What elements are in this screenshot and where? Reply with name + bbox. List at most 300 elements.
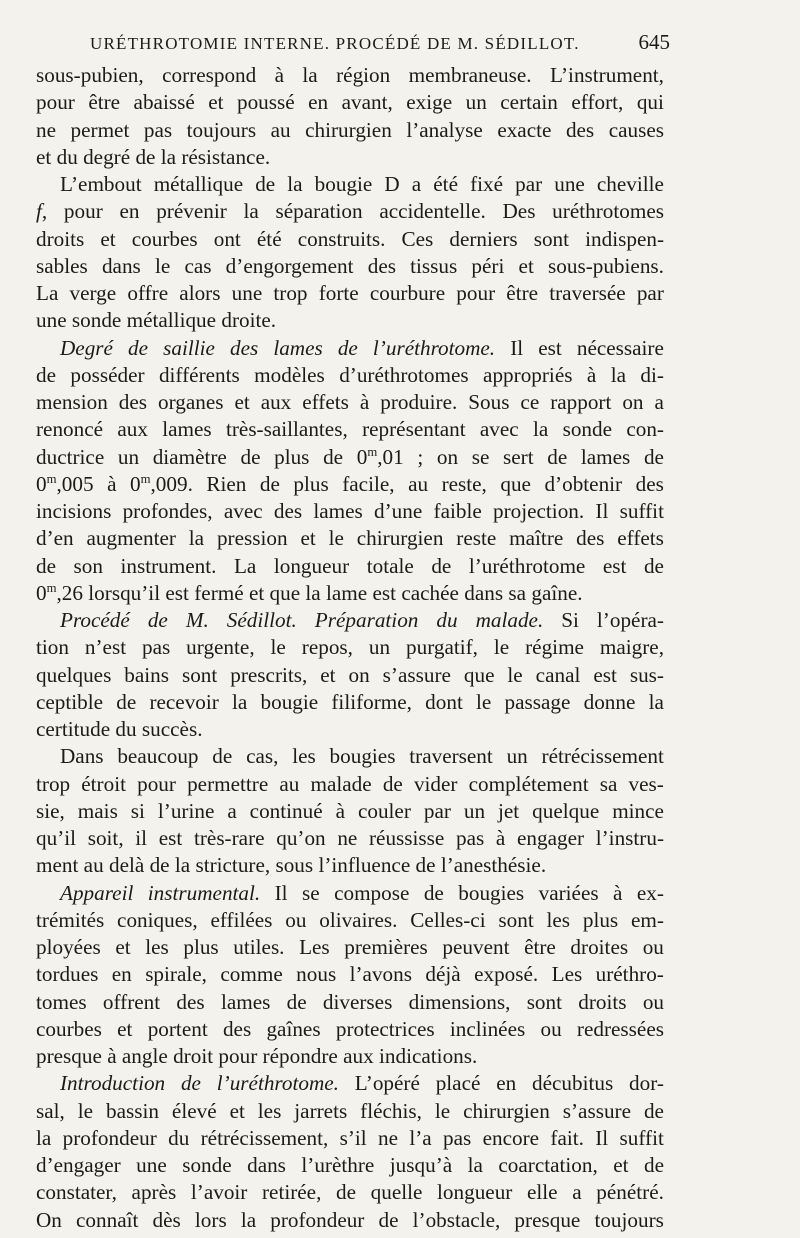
text: et [300,526,316,551]
word [369,634,390,661]
text-line [36,580,664,607]
text: de [286,989,307,1014]
word [88,89,120,116]
text: profondes, [122,499,213,523]
text: profondeur [270,1207,365,1232]
text: la [305,580,321,605]
word [124,662,169,689]
text: dans [464,580,504,605]
word [587,362,596,389]
word [505,689,571,716]
text: a [411,172,422,196]
word [210,907,272,934]
running-header [90,30,670,55]
text: région [336,63,391,87]
word [271,117,291,144]
text-line [36,198,664,225]
text: ployées [36,935,101,959]
text: une [554,172,585,196]
text: comme [220,962,283,987]
text: gaînes [266,1016,321,1041]
text: un [506,744,528,769]
text: Les [551,962,583,987]
text-line [36,553,664,580]
word [36,198,47,225]
text: pas [443,1125,472,1150]
word [417,444,423,471]
text: plus [293,471,329,496]
italic-text: de [337,335,358,360]
text: la [160,144,177,169]
word [337,825,357,852]
word [194,825,265,852]
text: sonde [562,417,613,442]
text: droite. [221,308,277,333]
text: plus [582,907,619,932]
word [476,689,491,716]
text: ne [36,117,56,142]
text-line [36,607,664,634]
word [370,280,445,307]
word [36,553,56,580]
word [191,1179,247,1206]
italic-text: Sédillot. [226,608,297,632]
word [584,689,636,716]
text: sous [275,853,314,878]
word [603,553,627,580]
text: de [259,471,280,496]
word [270,580,306,607]
text: au [279,771,300,796]
word [165,580,194,607]
word [36,662,111,689]
word [622,389,643,416]
text: gaîne. [531,580,583,605]
word [292,743,316,770]
text: tissus [410,253,458,278]
word [542,743,664,770]
word [274,553,349,580]
word [36,253,88,280]
text: de [323,444,344,469]
word [596,825,664,852]
word [343,1043,379,1070]
text: Il [274,880,288,905]
text: derniers [449,226,518,251]
text: des [635,471,664,496]
word [276,825,325,852]
word [498,798,519,825]
text: complétement [468,771,589,796]
text: au [83,853,104,878]
word [612,798,664,825]
text: et [36,144,52,169]
text: diverses [322,989,393,1014]
text: sonde [182,1153,232,1177]
text: la [302,63,318,87]
text: le [328,526,344,551]
text-line [36,934,664,961]
word [224,498,263,525]
text: son [73,553,103,578]
text: dont [425,689,463,714]
text: a [572,1180,582,1205]
text: diamètre [152,444,227,469]
word [517,825,584,852]
word [408,471,428,498]
word [127,307,222,334]
text: em- [630,907,664,932]
word [441,852,546,879]
word [305,580,326,607]
text: d’obtenir [544,471,623,496]
word [36,389,108,416]
text: mension [36,390,108,414]
word [145,934,169,961]
text: différents [158,362,240,387]
word [163,335,215,362]
text: le [270,635,286,660]
text: ,01 [377,444,404,469]
text: la [188,526,205,551]
word [493,498,584,525]
word [36,280,58,307]
text: à [335,798,345,823]
word [214,226,241,253]
text: construits. [297,226,386,251]
word [339,362,468,389]
text: verge [69,281,117,305]
word [273,335,322,362]
text: ont [213,226,241,251]
word [36,825,76,852]
word [220,961,282,988]
italic-text: des [229,335,259,360]
word [115,934,130,961]
word [212,743,232,770]
word [36,362,56,389]
text-line [36,1098,664,1125]
text: profondeur [62,1125,157,1150]
superscript: m [367,444,378,459]
word [36,1016,102,1043]
word [437,444,458,471]
text: suffit [619,499,664,523]
word [258,1098,282,1125]
word [176,989,204,1016]
text: d’une [374,499,423,523]
word [498,907,533,934]
word [500,471,531,498]
text: et [208,90,224,115]
word [266,1016,320,1043]
text: maigre, [599,635,664,660]
word [36,989,87,1016]
text: indications. [379,1044,478,1068]
word [497,117,551,144]
text: un [465,90,487,115]
word [60,171,142,198]
word [87,525,176,552]
text: qui [636,90,664,115]
word [319,280,359,307]
word [357,525,444,552]
word [373,335,495,362]
word [36,1125,51,1152]
word [593,662,617,689]
word [84,852,109,879]
word [270,1207,364,1234]
word [60,607,130,634]
text: protectrices [335,1016,435,1041]
text: aux [343,1044,374,1068]
word [122,1043,173,1070]
word [106,1098,159,1125]
word [232,689,247,716]
word [483,1125,539,1152]
text: à [359,390,370,414]
text: l’avoir [190,1180,248,1205]
word [470,171,503,198]
text: pour [218,1044,258,1068]
text-line [36,226,664,253]
text: la [287,172,303,196]
text: l’urine [157,798,215,823]
text: de [547,444,568,469]
text: de [378,1207,399,1232]
word [338,335,358,362]
text: sert [503,444,534,469]
text: à [107,471,117,496]
word [187,117,256,144]
word [132,226,198,253]
text: s’assure [382,662,451,687]
text: incisions [36,499,112,523]
text: sa [599,771,618,796]
word [594,1207,663,1234]
word [299,934,330,961]
text: dans [247,1153,286,1177]
text: faible [433,499,482,523]
text: offre [127,281,169,305]
text: d’engorgement [225,253,354,278]
text: on [348,662,370,687]
text-line [36,525,664,552]
word [577,1016,664,1043]
text: fixé [470,172,504,196]
text: se [471,444,490,469]
text: des [176,989,205,1014]
italic-text: malade. [475,608,544,632]
word [442,934,509,961]
word [60,743,104,770]
text: du [56,144,78,169]
word [617,525,664,552]
text: projection. [492,499,585,523]
word [145,961,207,988]
word [563,416,612,443]
text: cheville [596,172,664,196]
word [637,880,664,907]
word [230,1098,245,1125]
italic-text: de [180,1071,201,1096]
text: le [77,1098,94,1123]
text: des [576,526,605,551]
word [137,771,176,798]
word [149,689,218,716]
text: ou [540,1016,562,1041]
text: olivaires. [319,907,398,932]
word [148,607,168,634]
text: lame [326,580,368,605]
word [466,89,487,116]
text: réussisse [369,826,445,850]
text: membraneuse. [408,63,532,87]
text: métallique [126,308,217,333]
text: Si [561,608,579,632]
word [476,607,544,634]
word [437,1179,512,1206]
text: con- [626,417,664,442]
text: succès. [141,717,203,741]
word [539,880,599,907]
text: est [165,580,189,605]
word [435,1098,450,1125]
text: à [495,826,506,850]
text: spirale, [145,962,207,987]
text: en [111,962,132,987]
text: rapport [550,390,612,414]
word [308,89,328,116]
text-line [36,444,664,471]
word [636,471,664,498]
text: maître [509,526,564,551]
word [279,771,299,798]
word [315,171,373,198]
text: ceptible [36,689,104,714]
text: le [154,253,171,278]
word [83,144,135,171]
word [406,634,478,661]
word [162,416,211,443]
word [100,226,115,253]
word [285,907,306,934]
word [379,198,485,225]
word [217,525,288,552]
text: Celles-ci [410,907,486,932]
word [117,907,198,934]
text: l’obstacle, [412,1207,501,1232]
text: ,005 [56,471,94,496]
word [103,989,160,1016]
text: jusqu’à [389,1153,453,1177]
text: presque [514,1207,581,1232]
word [182,1152,231,1179]
word [275,62,284,89]
text: la [36,1125,52,1150]
text: droites [570,935,629,959]
text-line [36,1125,664,1152]
text: ce [520,390,540,414]
word [208,89,223,116]
word [496,1070,516,1097]
text-line [36,117,664,144]
word [36,89,75,116]
word [379,1043,477,1070]
text: courbes [131,226,198,251]
text: la [467,1153,483,1177]
word [168,1125,189,1152]
word [494,634,509,661]
word [552,198,664,225]
word [302,62,317,89]
text: d’engager [36,1153,121,1177]
word [117,416,148,443]
text: et [613,1153,629,1177]
word [414,771,458,798]
text: ou [285,907,307,932]
text: pas [456,826,485,850]
text: effets [302,390,349,414]
word [294,1098,347,1125]
text-line [36,1016,664,1043]
word [544,471,622,498]
text: prévenir [156,199,227,224]
text: D [384,172,400,196]
word [128,335,148,362]
word [148,1016,208,1043]
italic-text: l’uréthrotome. [372,335,496,360]
text: Il [595,1125,609,1150]
word [515,171,542,198]
word [434,498,482,525]
word [402,226,434,253]
word [597,607,664,634]
word [406,117,482,144]
text: pour [456,281,496,305]
word [355,1070,420,1097]
text: elle [527,1180,558,1205]
italic-text: Préparation [314,608,419,632]
text: sonde [71,308,122,333]
text: l’avons [349,962,412,987]
text: ductrice [36,444,105,469]
text: dès [152,1207,181,1232]
text: trop [273,281,308,305]
text: beaucoup [117,744,199,769]
text: en [308,90,329,115]
text: ,26 [56,580,83,605]
word [424,798,451,825]
text: de [135,144,156,169]
text: mais [77,798,118,823]
word [456,280,495,307]
word [581,444,630,471]
word [172,1098,217,1125]
text: Rien [206,471,247,496]
word [508,580,531,607]
word [413,1207,501,1234]
text-line [36,362,664,389]
word [640,362,664,389]
word [654,389,663,416]
text: est [593,662,617,687]
word [409,1125,431,1152]
text: rétrécissement [541,744,664,769]
word [36,444,104,471]
italic-text: M. [185,608,209,632]
word [514,1207,580,1234]
